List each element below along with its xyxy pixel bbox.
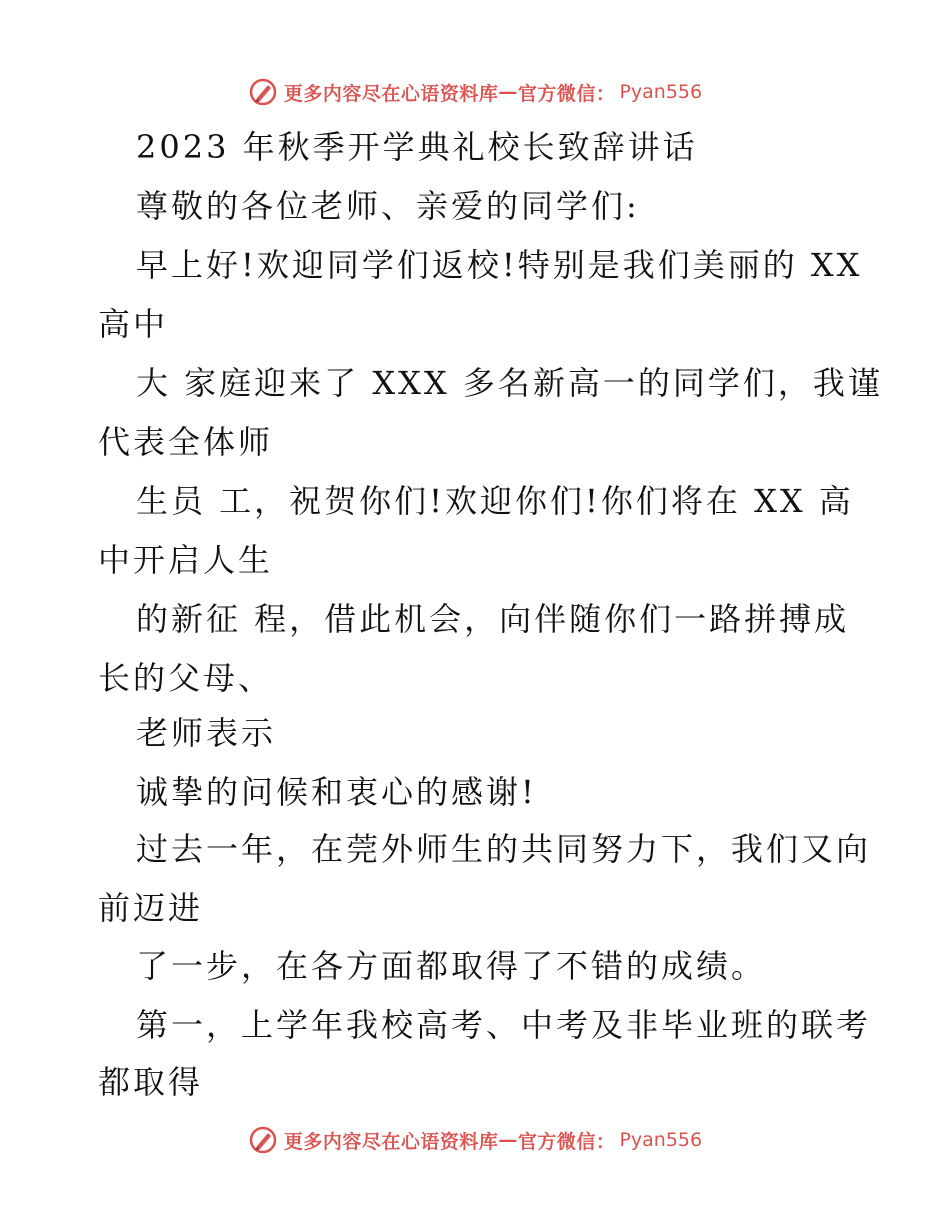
text-line: 高中 (98, 305, 169, 343)
pen-logo-icon (248, 1125, 278, 1155)
watermark-wechat-label: 官方微信： (517, 82, 616, 105)
watermark-wechat-label: 官方微信： (517, 1130, 616, 1153)
text-line: 老师表示 (136, 714, 277, 752)
text-line: 第一，上学年我校高考、中考及非毕业班的联考 (136, 1006, 872, 1044)
text-line: 的新征 程，借此机会，向伴随你们一路拼搏成 (136, 600, 850, 638)
text-line: 前迈进 (98, 889, 204, 927)
footer-watermark (0, 1120, 950, 1160)
header-watermark (0, 72, 950, 112)
text-line: 了一步，在各方面都取得了不错的成绩。 (136, 947, 767, 985)
text-line: 过去一年，在莞外师生的共同努力下，我们又向 (136, 830, 872, 868)
text-line: 长的父母、 (98, 659, 274, 697)
text-line: 都取得 (98, 1063, 204, 1101)
document-title: 2023 年秋季开学典礼校长致辞讲话 (136, 128, 698, 166)
watermark-separator: — (498, 81, 518, 103)
watermark-separator: — (498, 1129, 518, 1151)
text-line: 生员 工，祝贺你们!欢迎你们!你们将在 XX 高 (136, 482, 854, 520)
text-line: 早上好!欢迎同学们返校!特别是我们美丽的 XX (136, 246, 863, 284)
text-line: 大 家庭迎来了 XXX 多名新高一的同学们，我谨 (136, 364, 883, 402)
pen-logo-icon (248, 77, 278, 107)
text-line: 诚挚的问候和衷心的感谢! (136, 773, 537, 811)
watermark-wechat-id: Pyan556 (619, 1129, 703, 1151)
text-line: 代表全体师 (98, 423, 274, 461)
salutation: 尊敬的各位老师、亲爱的同学们: (136, 187, 640, 225)
text-line: 中开启人生 (98, 541, 274, 579)
watermark-text: 更多内容尽在心语资料库 (283, 82, 499, 105)
watermark-text: 更多内容尽在心语资料库 (283, 1130, 499, 1153)
watermark-wechat-id: Pyan556 (619, 81, 703, 103)
